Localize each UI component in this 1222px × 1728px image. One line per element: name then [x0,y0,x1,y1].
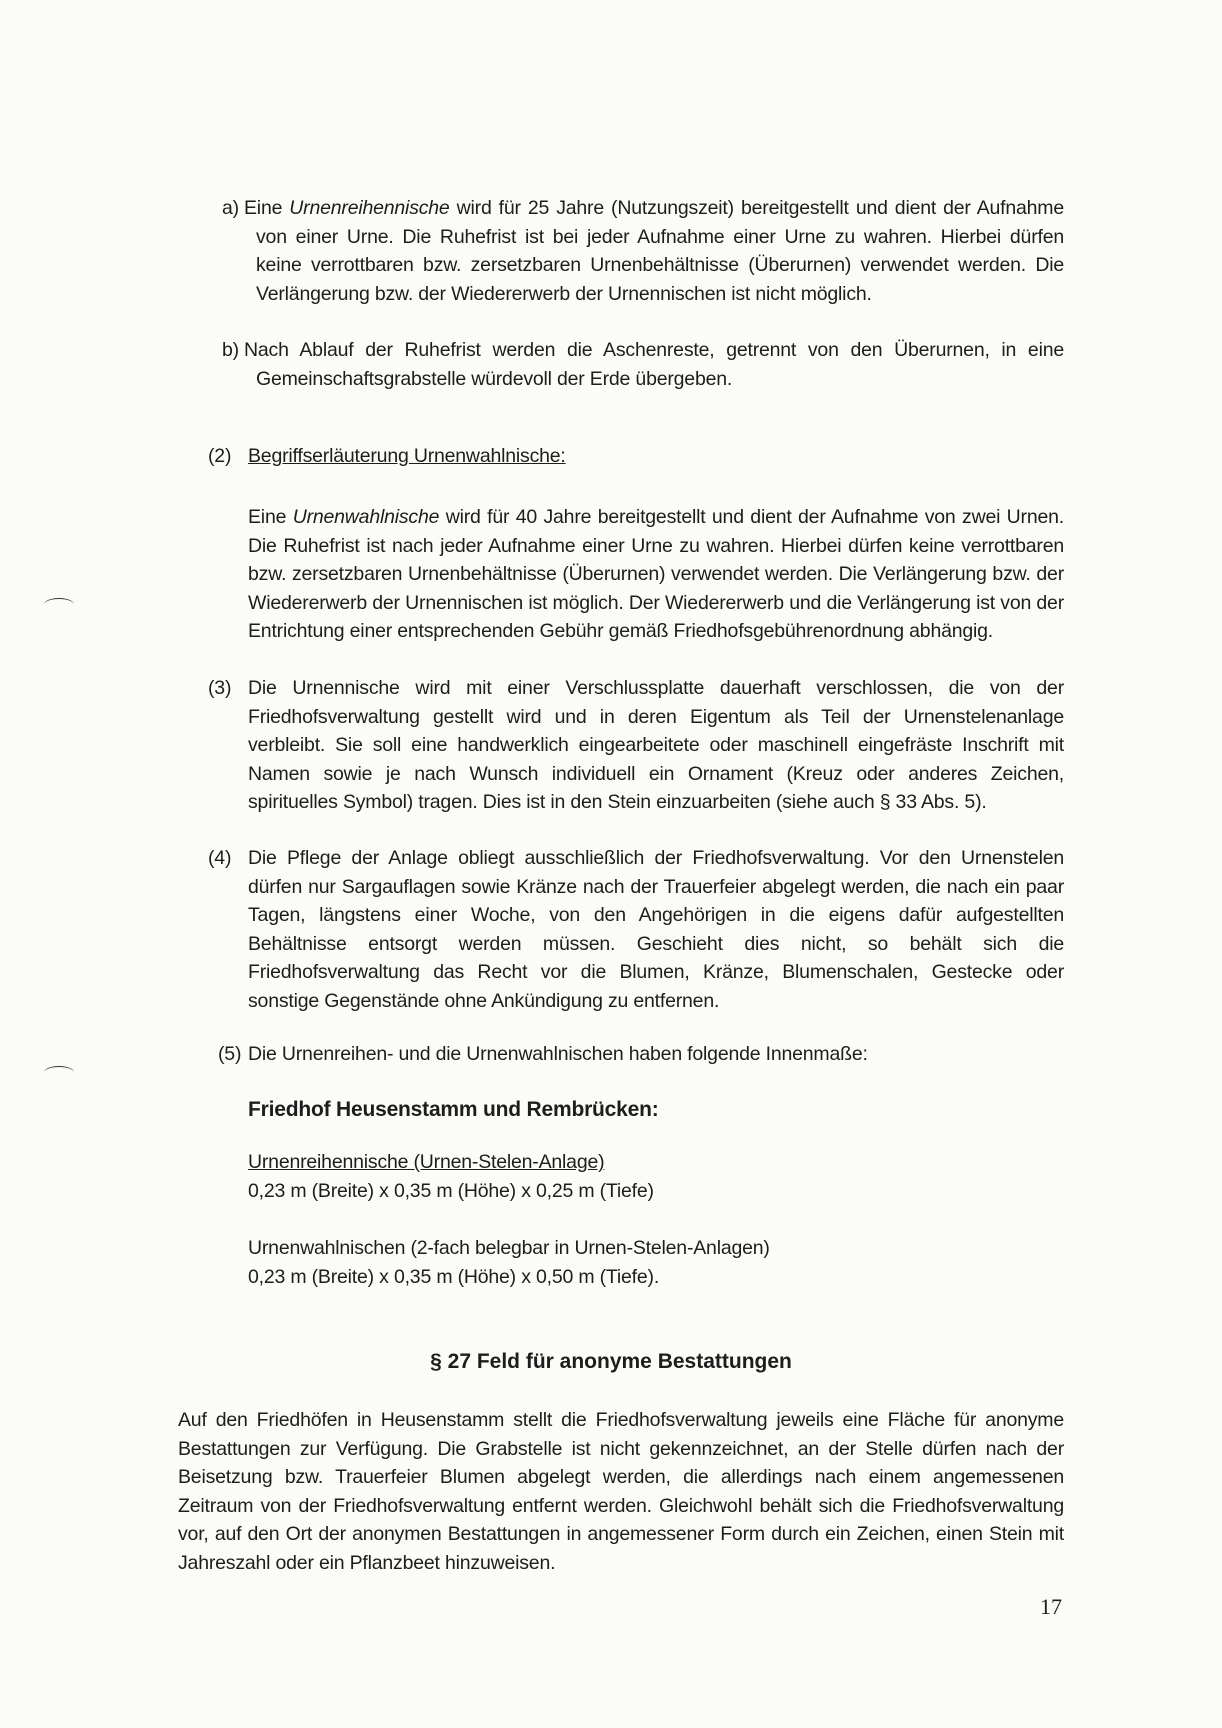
list-item-b [222,336,1064,393]
item-text: Nach Ablauf der Ruhefrist werden die Aschenreste, getrennt von den Überurnen, in eine Gemeinschaftsgrabstelle würdevoll der Erde übergeben. [244,339,1064,390]
cemetery-heading: Friedhof Heusenstamm und Rembrücken: [248,1098,659,1121]
section-number: (2) [208,445,232,467]
section-number: (4) [208,847,232,869]
section-5-intro: Die Urnenreihen- und die Urnenwahlnischen haben folgende Innenmaße: [248,1043,868,1065]
section-number: (5) [218,1043,242,1065]
niche-type-2-dimensions: 0,23 m (Breite) x 0,35 m (Höhe) x 0,50 m (Tiefe). [248,1266,660,1288]
term-urnenwahlnische: Urnenwahlnische [292,506,440,528]
niche-type-1-dimensions: 0,23 m (Breite) x 0,35 m (Höhe) x 0,25 m (Tiefe) [248,1180,654,1202]
section-2-body: Eine Urnenwahlnische wird für 40 Jahre bereitgestellt und dient der Aufnahme von zwei Urnen. Die Ruhefrist ist nach jeder Aufnahme einer Urne zu wahren. Hierbei dürfen keine verrottbaren bzw. zersetzbaren Urnenbehältnisse (Überurnen) verwendet werden. Die Verlängerung bzw. der Wiedererwerb der Urnennischen ist möglich. Der Wiedererwerb und die Verlängerung ist von der Entrichtung einer entsprechenden Gebühr gemäß Friedhofsgebührenordnung abhängig. [248,506,1065,643]
section-heading: Begriffserläuterung Urnenwahlnische: [248,445,566,467]
section-number: (3) [208,677,232,699]
item-text: Eine Urnenreihennische wird für 25 Jahre (Nutzungszeit) bereitgestellt und dient der Aufnahme von einer Urne. Die Ruhefrist ist bei jeder Aufnahme einer Urne zu wahren. Hierbei dürfen keine verrottbaren bzw. zersetzbaren Urnenbehältnisse (Überurnen) verwendet werden. Die Verlängerung bzw. der Wiedererwerb der Urnennischen ist nicht möglich. [244,197,1064,305]
item-label: b) [222,339,239,361]
item-label: a) [222,197,239,219]
punch-hole-mark [44,598,74,611]
paragraph-27-body: Auf den Friedhöfen in Heusenstamm stellt die Friedhofsverwaltung jeweils eine Fläche für anonyme Bestattungen zur Verfügung. Die Grabstelle ist nicht gekennzeichnet, an der Stelle dürfen nach der Beisetzung bzw. Trauerfeier Blumen abgelegt werden, die allerdings nach einem angemessenen Zeitraum von der Friedhofsverwaltung entfernt werden. Gleichwohl behält sich die Friedhofsverwaltung vor, auf den Ort der anonymen Bestattungen in angemessener Form durch ein Zeichen, einen Stein mit Jahreszahl oder ein Pflanzbeet hinzuweisen. [178,1409,1064,1574]
section-3-body: Die Urnennische wird mit einer Verschlussplatte dauerhaft verschlossen, die von der Friedhofsverwaltung gestellt wird und in deren Eigentum als Teil der Urnenstelenanlage verbleibt. Sie soll eine handwerklich eingearbeitete oder maschinell eingefräste Inschrift mit Namen sowie je nach Wunsch individuell ein Ornament (Kreuz oder anderes Zeichen, spirituelles Symbol) tragen. Dies ist in den Stein einzuarbeiten (siehe auch § 33 Abs. 5). [248,677,1064,814]
page-number: 17 [1040,1594,1062,1619]
paragraph-27-heading: § 27 Feld für anonyme Bestattungen [430,1350,792,1373]
niche-type-2-title: Urnenwahlnischen (2-fach belegbar in Urnen-Stelen-Anlagen) [248,1237,770,1259]
punch-hole-mark [44,1066,74,1079]
section-4-body: Die Pflege der Anlage obliegt ausschließlich der Friedhofsverwaltung. Vor den Urnenstelen dürfen nur Sargauflagen sowie Kränze nach der Trauerfeier abgelegt werden, die nach ein paar Tagen, längstens einer Woche, von den Angehörigen in die eigens dafür aufgestellten Behältnisse entsorgt werden müssen. Geschieht dies nicht, so behält sich die Friedhofsverwaltung das Recht vor die Blumen, Kränze, Blumenschalen, Gestecke oder sonstige Gegenstände ohne Ankündigung zu entfernen. [248,847,1064,1012]
term-urnenreihennische: Urnenreihennische [289,197,450,219]
niche-type-1-title: Urnenreihennische (Urnen-Stelen-Anlage) [248,1151,605,1173]
list-item-a [222,194,1064,308]
